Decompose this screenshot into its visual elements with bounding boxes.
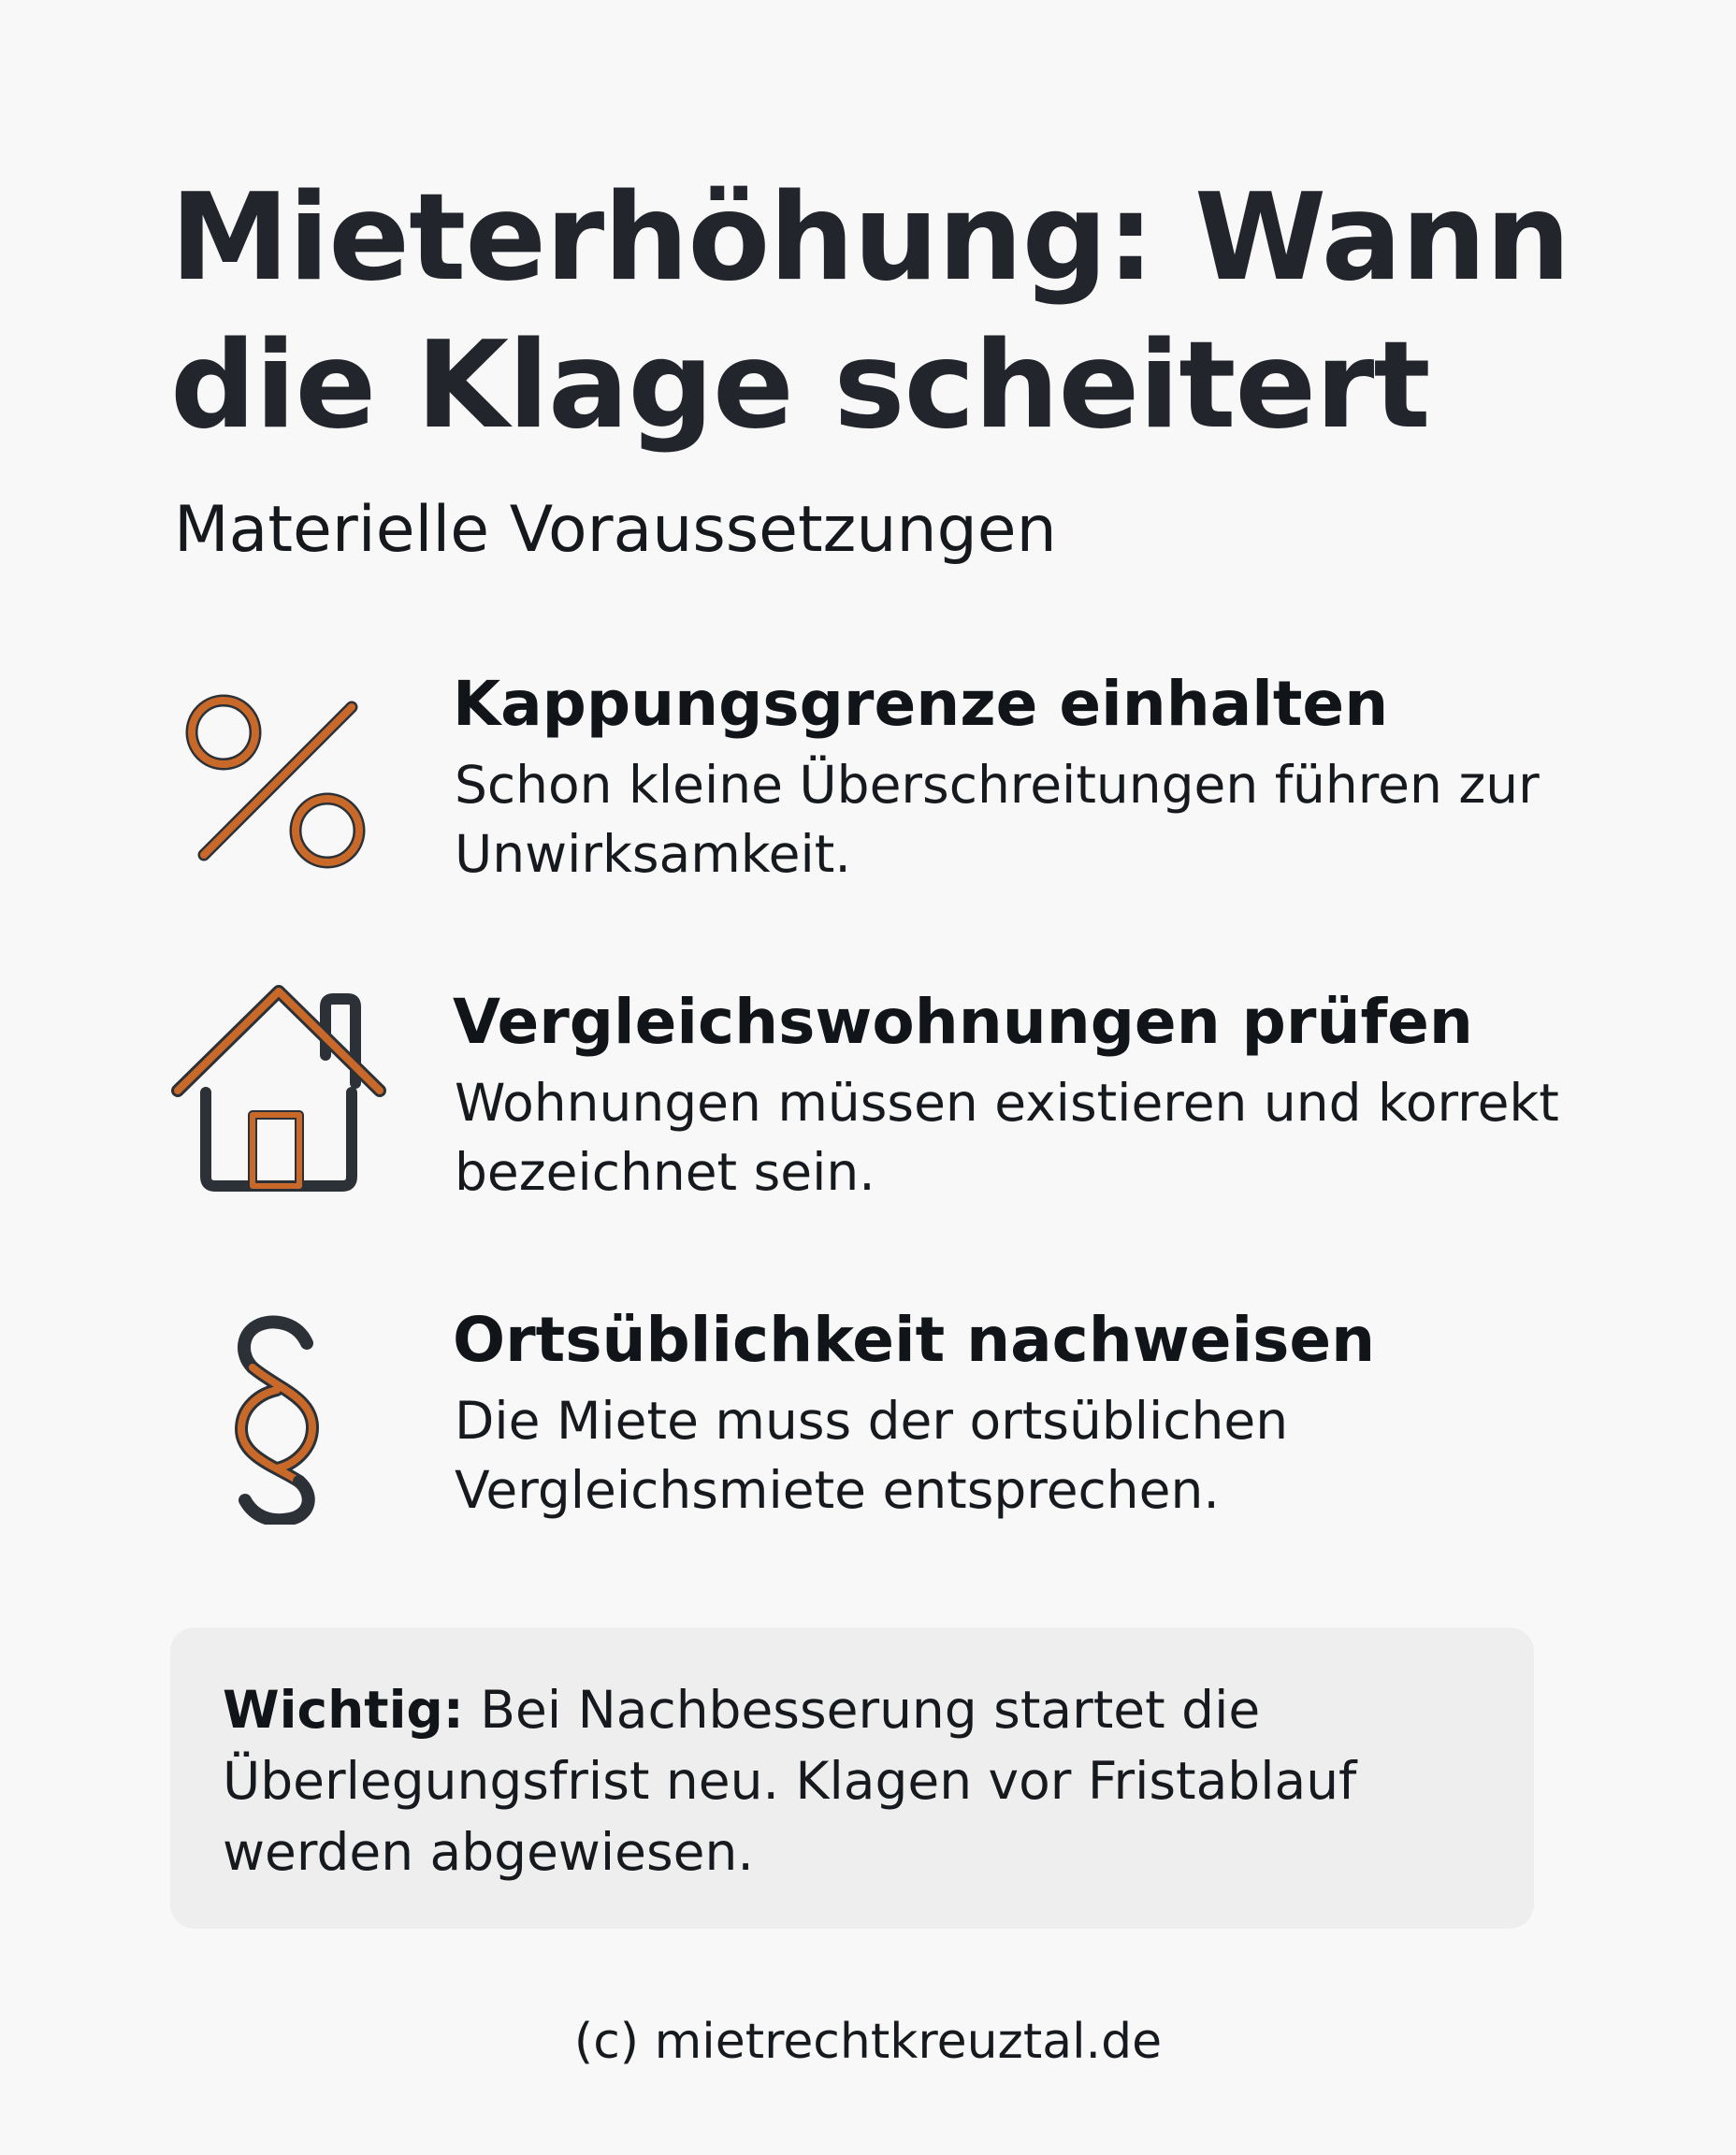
- item-heading: Vergleichswohnungen prüfen: [453, 986, 1473, 1058]
- paragraph-icon: [221, 1309, 333, 1525]
- note-label: Wichtig:: [223, 1680, 464, 1740]
- item-heading: Kappungsgrenze einhalten: [453, 668, 1389, 740]
- page-subtitle: Materielle Voraussetzungen: [174, 493, 1057, 567]
- note-body: Bei Nachbesserung startet die Überlegungsfrist neu. Klagen vor Fristablauf werden abgewiesen.: [223, 1680, 1357, 1882]
- page-title: Mieterhöhung: Wann die Klage scheitert: [170, 168, 1570, 456]
- item-description: Wohnungen müssen existieren und korrekt bezeichnet sein.: [455, 1073, 1559, 1202]
- note-text: [223, 1674, 1482, 1887]
- item-heading: Ortsüblichkeit nachweisen: [453, 1304, 1376, 1376]
- copyright-footer: (c) mietrechtkreuztal.de: [573, 2014, 1163, 2070]
- item-description: Schon kleine Überschreitungen führen zur Unwirksamkeit.: [455, 755, 1540, 884]
- important-note: [170, 1627, 1534, 1929]
- house-icon: [170, 982, 387, 1195]
- percent-icon: [180, 683, 376, 879]
- item-description: Die Miete muss der ortsüblichen Vergleichsmiete entsprechen.: [455, 1391, 1289, 1520]
